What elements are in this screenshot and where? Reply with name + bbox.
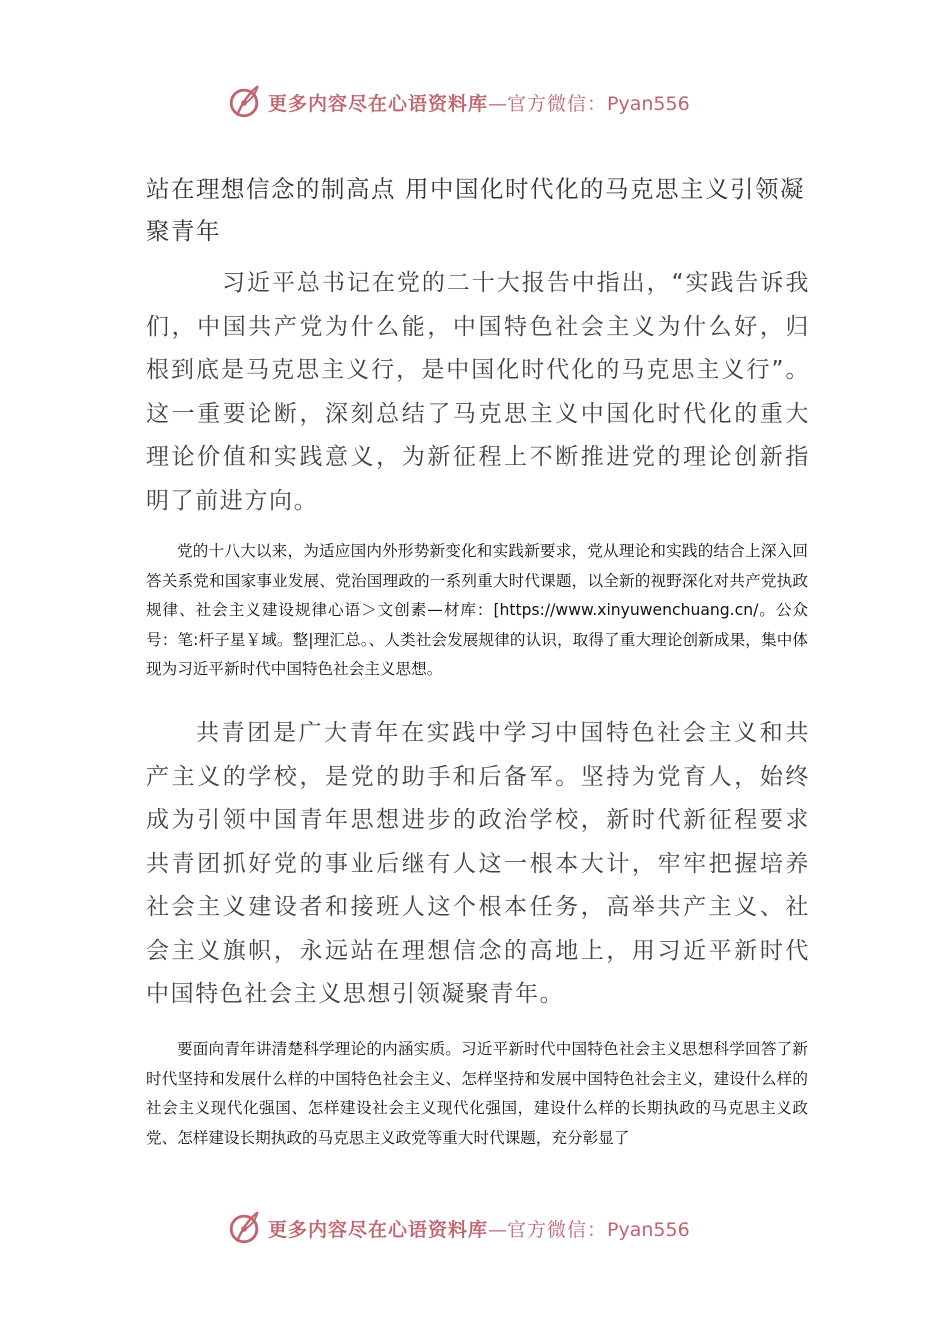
watermark-wechat-label: 官方微信： <box>507 92 608 115</box>
quill-logo-icon <box>226 83 264 121</box>
watermark-main-text: 更多内容尽在心语资料库 <box>268 92 489 115</box>
watermark-wechat-label: 官方微信： <box>507 1218 608 1241</box>
watermark-main-text: 更多内容尽在心语资料库 <box>268 1218 489 1241</box>
watermark-wechat-id: Pyan556 <box>607 92 690 115</box>
watermark-wechat-id: Pyan556 <box>607 1218 690 1241</box>
paragraph-4: 要面向青年讲清楚科学理论的内涵实质。习近平新时代中国特色社会主义思想科学回答了新时代坚持和发展什么样的中国特色社会主义、怎样坚持和发展中国特色社会主义，建设什么样的社会主义现代化强国、怎样建设社会主义现代化强国，建设什么样的长期执政的马克思主义政党、怎样建设长期执政的马克思主义政党等重大时代课题，充分彰显了 <box>146 1040 808 1147</box>
watermark-text <box>268 1215 690 1242</box>
document-title: 站在理想信念的制高点 用中国化时代化的马克思主义引领凝聚青年 <box>146 175 805 245</box>
header-watermark <box>226 82 690 122</box>
watermark-separator: — <box>488 1218 508 1241</box>
paragraph-2: 党的十八大以来，为适应国内外形势新变化和实践新要求，党从理论和实践的结合上深入回答关系党和国家事业发展、党治国理政的一系列重大时代课题，以全新的视野深化对共产党执政规律、社会主义建设规律心语＞文创素—材库：[https://www.xinyuwenchuang.cn/。公众号：笔:杆子星￥域。整|理汇总。、人类社会发展规律的认识，取得了重大理论创新成果，集中体现为习近平新时代中国特色社会主义思想。 <box>146 542 808 678</box>
footer-watermark <box>226 1208 690 1248</box>
watermark-text <box>268 89 690 116</box>
watermark-separator: — <box>488 92 508 115</box>
paragraph-3: 共青团是广大青年在实践中学习中国特色社会主义和共产主义的学校，是党的助手和后备军。坚持为党育人，始终成为引领中国青年思想进步的政治学校，新时代新征程要求共青团抓好党的事业后继有人这一根本大计，牢牢把握培养社会主义建设者和接班人这个根本任务，高举共产主义、社会主义旗帜，永远站在理想信念的高地上，用习近平新时代中国特色社会主义思想引领凝聚青年。 <box>146 720 810 1007</box>
paragraph-1: 习近平总书记在党的二十大报告中指出，“实践告诉我们，中国共产党为什么能，中国特色社会主义为什么好，归根到底是马克思主义行，是中国化时代化的马克思主义行”。这一重要论断，深刻总结了马克思主义中国化时代化的重大理论价值和实践意义，为新征程上不断推进党的理论创新指明了前进方向。 <box>146 270 810 514</box>
quill-logo-icon <box>226 1209 264 1247</box>
